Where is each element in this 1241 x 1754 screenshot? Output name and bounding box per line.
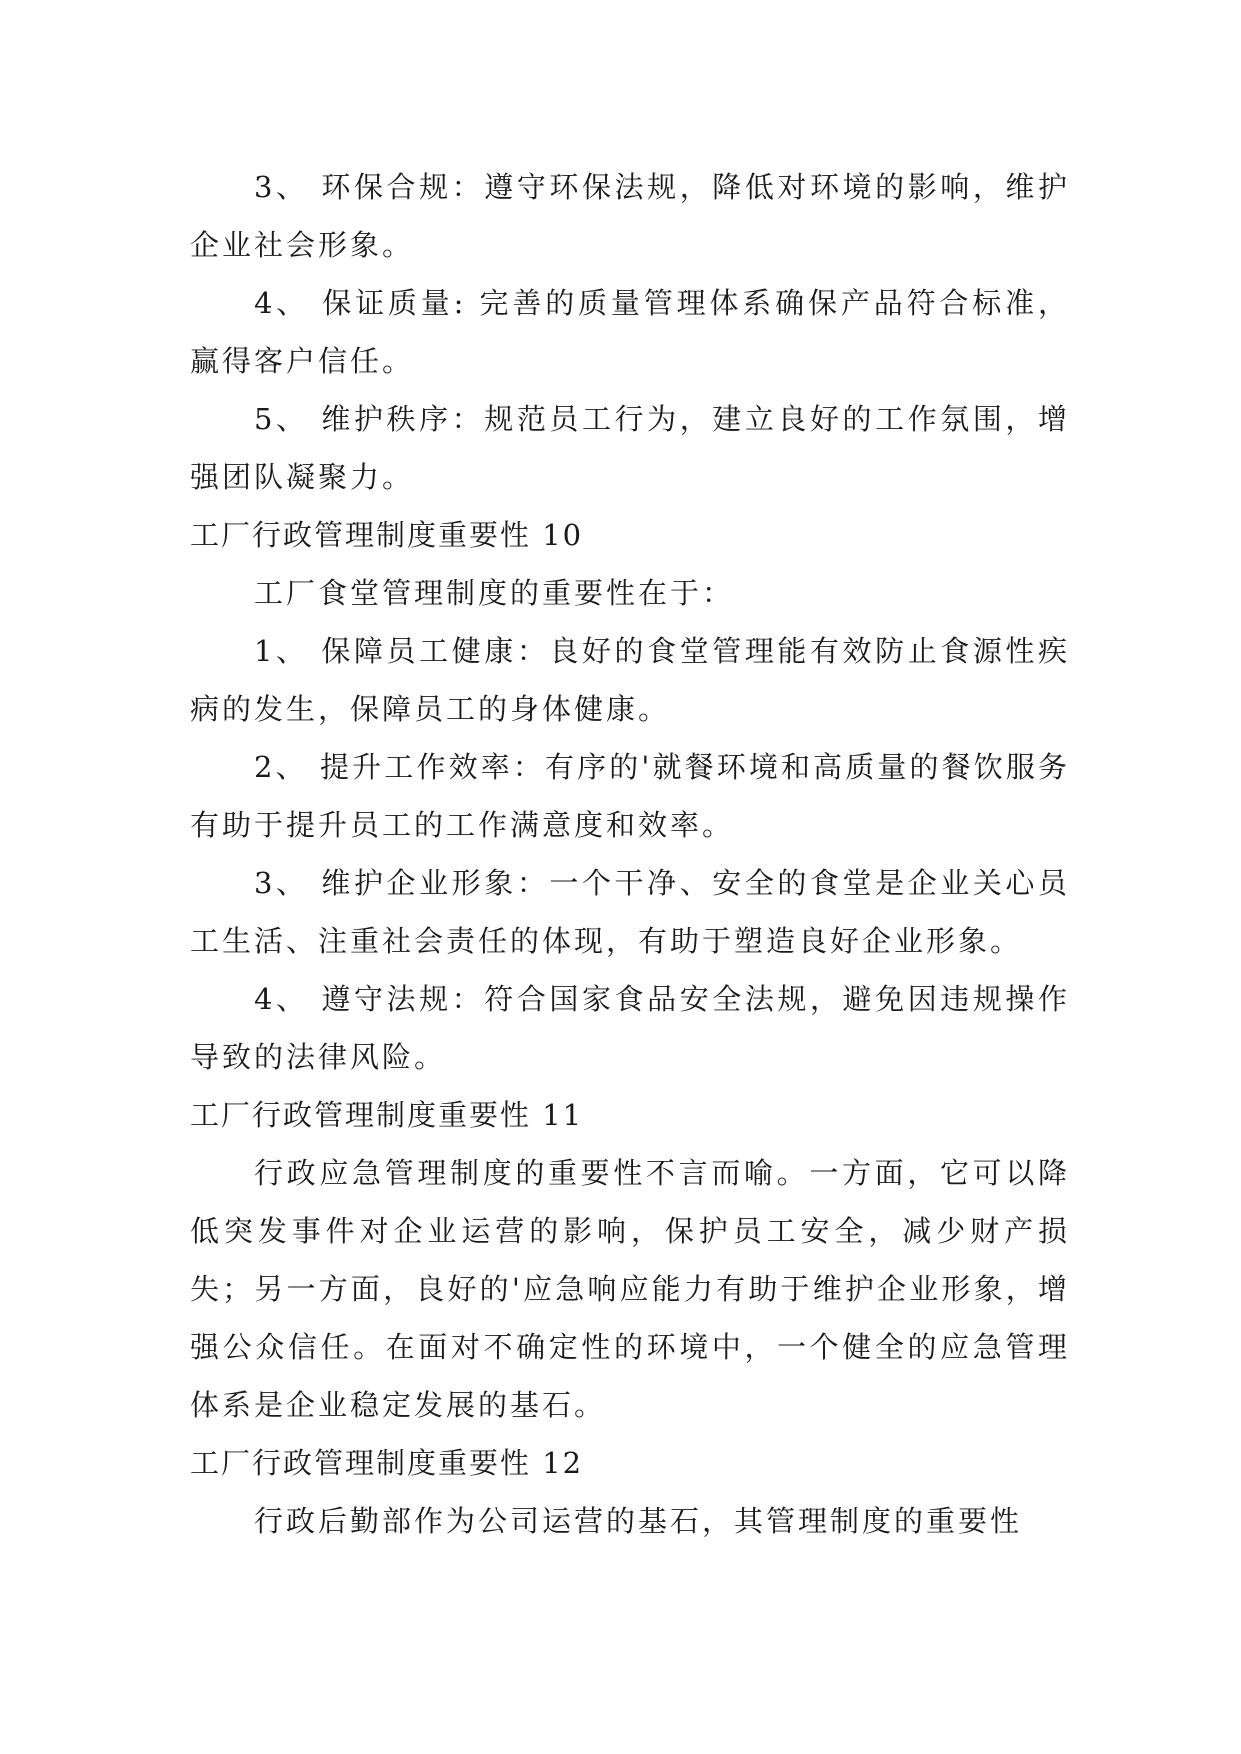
paragraph-emergency: 行政应急管理制度的重要性不言而喻。一方面，它可以降低突发事件对企业运营的影响，保护员工安全，减少财产损失；另一方面，良好的'应急响应能力有助于维护企业形象，增强公众信任。在面对不确定性的环境中，一个健全的应急管理体系是企业稳定发展的基石。 [190,1156,1070,1422]
list-item-efficiency: 2、 提升工作效率：有序的'就餐环境和高质量的餐饮服务有助于提升员工的工作满意度和效率。 [190,750,1070,842]
list-item-quality: 4、 保证质量: 完善的质量管理体系确保产品符合标准，赢得客户信任。 [190,286,1070,378]
paragraph-logistics: 行政后勤部作为公司运营的基石，其管理制度的重要性 [254,1504,1023,1538]
section-heading-10: 工厂行政管理制度重要性 10 [190,518,584,552]
section-heading-11: 工厂行政管理制度重要性 11 [190,1098,584,1132]
section-heading-12: 工厂行政管理制度重要性 12 [190,1446,584,1480]
list-item-order: 5、 维护秩序：规范员工行为，建立良好的工作氛围，增强团队凝聚力。 [190,402,1070,494]
list-item-regulations: 4、 遵守法规：符合国家食品安全法规，避免因违规操作导致的法律风险。 [190,982,1070,1074]
list-item-health: 1、 保障员工健康：良好的食堂管理能有效防止食源性疾病的发生，保障员工的身体健康。 [190,634,1070,726]
section-intro: 工厂食堂管理制度的重要性在于： [254,576,735,610]
document-body [190,158,1070,1550]
list-item-image: 3、 维护企业形象：一个干净、安全的食堂是企业关心员工生活、注重社会责任的体现，有助于塑造良好企业形象。 [190,866,1070,958]
list-item-env-compliance: 3、 环保合规：遵守环保法规，降低对环境的影响，维护企业社会形象。 [190,170,1070,262]
